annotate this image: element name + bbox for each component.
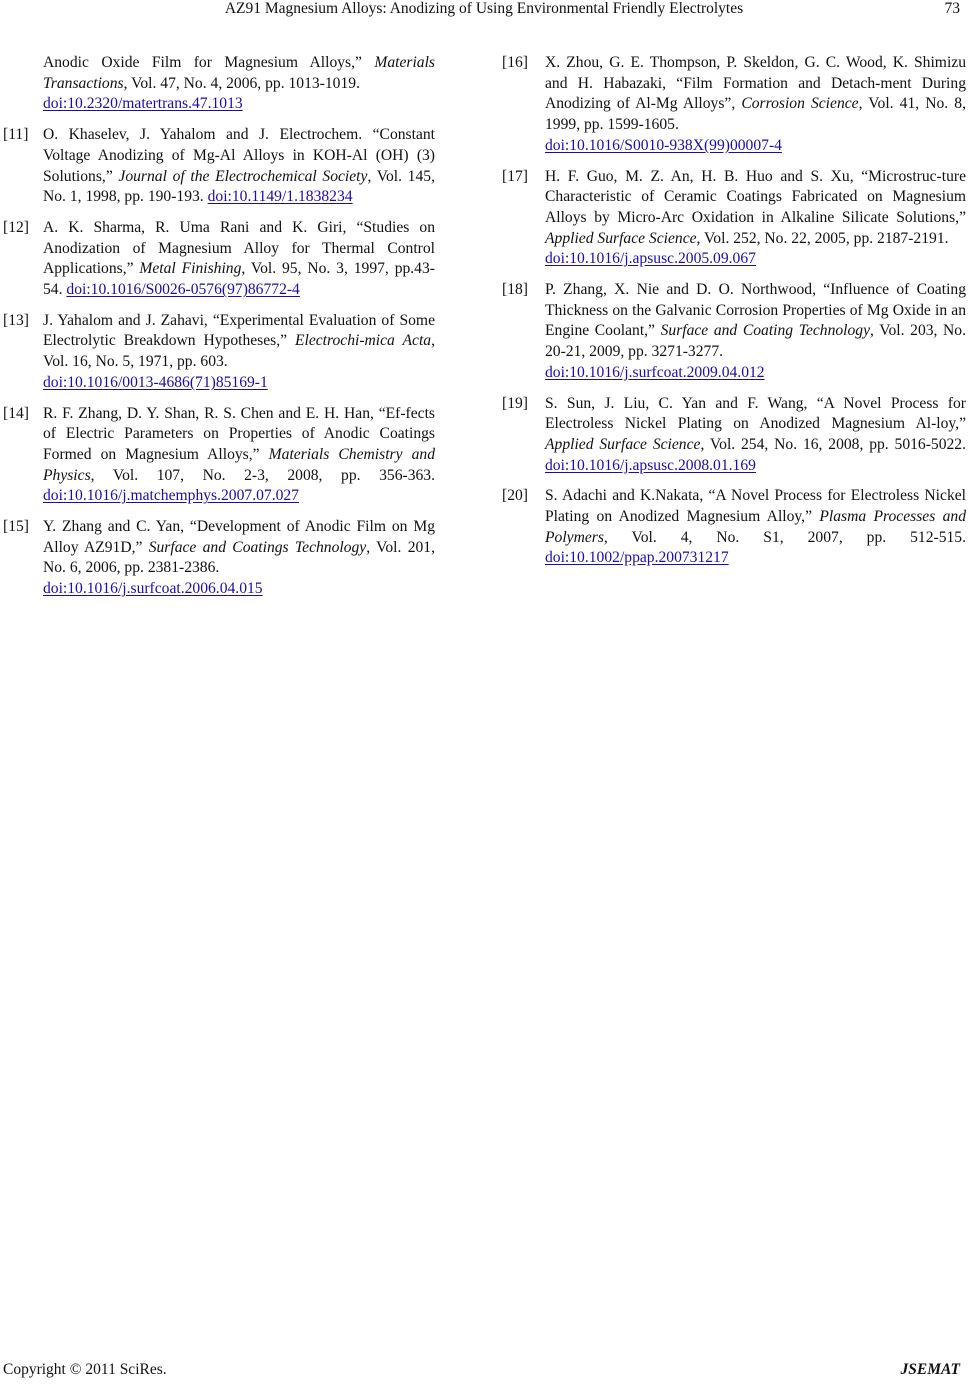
- doi-link[interactable]: doi:10.1016/S0026-0576(97)86772-4: [66, 281, 300, 299]
- doi-link[interactable]: doi:10.1016/j.apsusc.2005.09.067: [545, 250, 756, 268]
- doi-link[interactable]: doi:10.1016/j.apsusc.2008.01.169: [545, 456, 756, 474]
- reference-text: O. Khaselev, J. Yahalom and J. Electrochem. “Constant Voltage Anodizing of Mg-Al Alloys in KOH-Al (OH) (3) Solutions,”: [43, 126, 435, 185]
- reference-text: X. Zhou, G. E. Thompson, P. Skeldon, G. C. Wood, K. Shimizu and H. Habazaki, “Film Formation and Detach-ment During Anodizing of Al-Mg Alloys”,: [545, 54, 966, 113]
- reference-number: [11]: [3, 126, 29, 144]
- reference-17: [502, 167, 966, 271]
- doi-link[interactable]: doi:10.2320/matertrans.47.1013: [43, 95, 243, 113]
- right-column: [502, 53, 966, 579]
- reference-continued: [3, 53, 435, 115]
- reference-journal: Corrosion Science: [741, 95, 859, 113]
- reference-journal: Electrochi-mica Acta: [294, 332, 432, 350]
- reference-number: [17]: [502, 167, 528, 185]
- reference-details: , Vol. 16, No. 5, 1971, pp. 603.: [43, 332, 435, 371]
- reference-number: [19]: [502, 394, 528, 412]
- reference-details: , Vol. 4, No. S1, 2007, pp. 512-515.: [603, 528, 966, 546]
- reference-text: P. Zhang, X. Nie and D. O. Northwood, “Influence of Coating Thickness on the Galvanic Corrosion Properties of Mg Oxide in an Engine Coolant,”: [545, 281, 966, 340]
- reference-19: [502, 394, 966, 477]
- reference-details: , Vol. 203, No. 20-21, 2009, pp. 3271-3277.: [545, 322, 966, 361]
- reference-details: , Vol. 41, No. 8, 1999, pp. 1599-1605.: [545, 95, 966, 134]
- doi-link[interactable]: doi:10.1016/S0010-938X(99)00007-4: [545, 136, 782, 154]
- reference-18: [502, 280, 966, 384]
- reference-journal: Plasma Processes and Polymers: [545, 508, 966, 546]
- reference-journal: Metal Finishing: [139, 260, 242, 278]
- left-column: [3, 53, 435, 610]
- reference-13: [3, 311, 435, 394]
- reference-15: [3, 517, 435, 600]
- page-footer: [0, 1360, 968, 1382]
- page-header: [0, 0, 968, 22]
- reference-journal: Applied Surface Science: [545, 229, 697, 247]
- journal-abbreviation: JSEMAT: [900, 1361, 960, 1378]
- reference-text: S. Adachi and K.Nakata, “A Novel Process for Electroless Nickel Plating on Anodized Magnesium Alloy,”: [545, 487, 966, 526]
- reference-number: [18]: [502, 281, 528, 299]
- reference-number: [13]: [3, 311, 29, 329]
- reference-text: Anodic Oxide Film for Magnesium Alloys,”: [43, 54, 375, 71]
- reference-details: , Vol. 107, No. 2-3, 2008, pp. 356-363.: [90, 466, 435, 484]
- doi-link[interactable]: doi:10.1002/ppap.200731217: [545, 549, 729, 567]
- reference-text: R. F. Zhang, D. Y. Shan, R. S. Chen and E. H. Han, “Ef-fects of Electric Parameters on Properties of Anodic Coatings Formed on Magnesium Alloys,”: [43, 404, 435, 463]
- reference-journal: Materials Chemistry and Physics: [43, 445, 435, 484]
- doi-link[interactable]: doi:10.1016/0013-4686(71)85169-1: [43, 373, 268, 391]
- reference-journal: Journal of the Electrochemical Society: [118, 167, 368, 185]
- reference-text: J. Yahalom and J. Zahavi, “Experimental Evaluation of Some Electrolytic Breakdown Hypotheses,”: [43, 311, 435, 350]
- reference-text: Y. Zhang and C. Yan, “Development of Anodic Film on Mg Alloy AZ91D,”: [43, 518, 435, 556]
- reference-16: [502, 53, 966, 157]
- doi-link[interactable]: doi:10.1016/j.surfcoat.2006.04.015: [43, 580, 263, 598]
- reference-details: , Vol. 254, No. 16, 2008, pp. 5016-5022.: [700, 435, 967, 453]
- reference-number: [20]: [502, 487, 528, 505]
- reference-number: [12]: [3, 218, 29, 236]
- reference-number: [14]: [3, 404, 29, 422]
- page-number: 73: [944, 0, 960, 17]
- reference-text: S. Sun, J. Liu, C. Yan and F. Wang, “A Novel Process for Electroless Nickel Plating on Anodized Magnesium Al-loy,”: [545, 394, 966, 433]
- reference-details: , Vol. 145, No. 1, 1998, pp. 190-193.: [43, 167, 435, 206]
- copyright-notice: Copyright © 2011 SciRes.: [3, 1361, 167, 1378]
- doi-link[interactable]: doi:10.1016/j.matchemphys.2007.07.027: [43, 487, 299, 505]
- reference-details: , Vol. 201, No. 6, 2006, pp. 2381-2386.: [43, 538, 435, 577]
- reference-number: [16]: [502, 54, 528, 71]
- running-title: AZ91 Magnesium Alloys: Anodizing of Using Environmental Friendly Electrolytes: [224, 0, 744, 17]
- reference-20: [502, 486, 966, 569]
- reference-14: [3, 404, 435, 508]
- reference-number: [15]: [3, 518, 29, 536]
- reference-journal: Materials Transactions: [43, 54, 435, 92]
- reference-12: [3, 218, 435, 301]
- reference-journal: Surface and Coatings Technology: [148, 538, 367, 556]
- reference-journal: Applied Surface Science: [545, 435, 701, 453]
- reference-text: H. F. Guo, M. Z. An, H. B. Huo and S. Xu, “Microstruc-ture Characteristic of Ceramic Coatings Fabricated on Magnesium Alloys by Micro-Arc Oxidation in Alkaline Silicate Solutions,”: [545, 167, 966, 226]
- reference-details: , Vol. 252, No. 22, 2005, pp. 2187-2191.: [696, 229, 949, 247]
- doi-link[interactable]: doi:10.1149/1.1838234: [207, 188, 353, 206]
- reference-11: [3, 125, 435, 208]
- doi-link[interactable]: doi:10.1016/j.surfcoat.2009.04.012: [545, 363, 765, 381]
- reference-details: , Vol. 95, No. 3, 1997, pp.43-54.: [43, 260, 435, 299]
- reference-details: , Vol. 47, No. 4, 2006, pp. 1013-1019.: [123, 74, 360, 92]
- reference-text: A. K. Sharma, R. Uma Rani and K. Giri, “Studies on Anodization of Magnesium Alloy for Thermal Control Applications,”: [43, 218, 435, 278]
- reference-journal: Surface and Coating Technology: [660, 322, 871, 340]
